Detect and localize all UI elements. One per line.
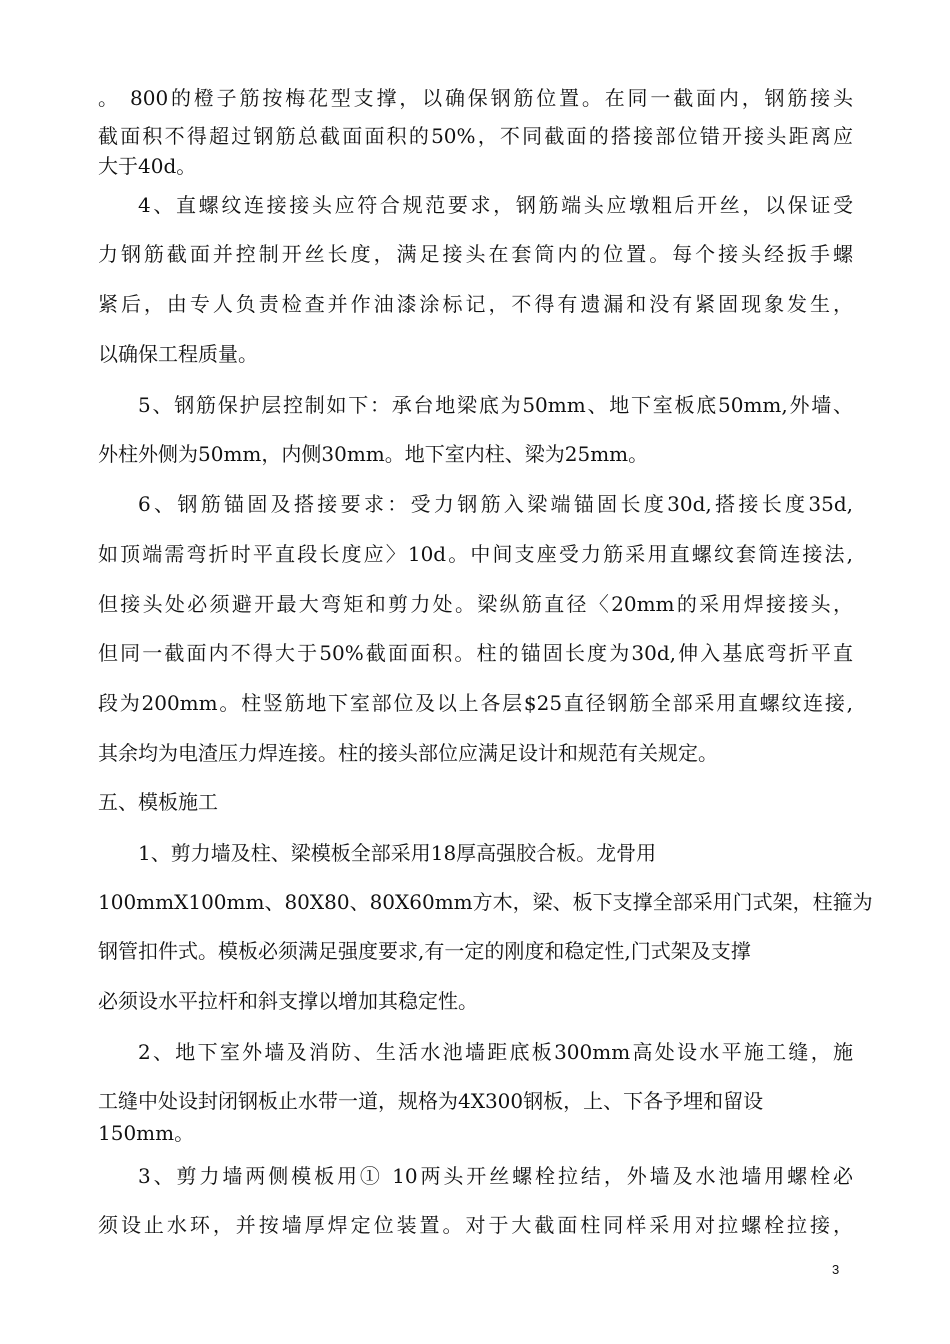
text-line: 大于40d。 xyxy=(98,154,197,178)
text-line: 截面积不得超过钢筋总截面面积的50%，不同截面的搭接部位错开接头距离应 xyxy=(98,124,853,148)
text-line: 100mmX100mm、80X80、80X60mm方木，梁、板下支撑全部采用门式架，柱箍为 xyxy=(98,890,873,914)
text-line: 外柱外侧为50mm，内侧30mm。地下室内柱、梁为25mm。 xyxy=(98,442,649,466)
paragraph-start-line: 6、钢筋锚固及搭接要求：受力钢筋入梁端锚固长度30d,搭接长度35d, xyxy=(138,492,853,516)
text-line: 紧后，由专人负责检查并作油漆涂标记，不得有遗漏和没有紧固现象发生， xyxy=(98,292,853,316)
text-line: 力钢筋截面并控制开丝长度，满足接头在套筒内的位置。每个接头经扳手螺 xyxy=(98,242,853,266)
text-line: 但接头处必须避开最大弯矩和剪力处。梁纵筋直径〈20mm的采用焊接接头， xyxy=(98,592,853,616)
section-heading: 五、模板施工 xyxy=(98,790,218,814)
text-line: 工缝中处设封闭钢板止水带一道，规格为4X300钢板，上、下各予埋和留设 xyxy=(98,1089,764,1113)
paragraph-start-line: 1、剪力墙及柱、梁模板全部采用18厚高强胶合板。龙骨用 xyxy=(138,841,657,865)
page-number: 3 xyxy=(832,1262,840,1277)
paragraph-start-line: 5、钢筋保护层控制如下：承台地梁底为50mm、地下室板底50mm,外墙、 xyxy=(138,393,853,417)
text-line: 。 800的橙子筋按梅花型支撑，以确保钢筋位置。在同一截面内，钢筋接头 xyxy=(98,86,853,110)
text-line: 段为200mm。柱竖筋地下室部位及以上各层$25直径钢筋全部采用直螺纹连接, xyxy=(98,691,853,715)
text-line: 必须设水平拉杆和斜支撑以增加其稳定性。 xyxy=(98,989,478,1013)
paragraph-start-line: 4、直螺纹连接接头应符合规范要求，钢筋端头应墩粗后开丝，以保证受 xyxy=(138,193,853,217)
text-line: 如顶端需弯折时平直段长度应〉10d。中间支座受力筋采用直螺纹套筒连接法, xyxy=(98,542,853,566)
text-line: 但同一截面内不得大于50%截面面积。柱的锚固长度为30d,伸入基底弯折平直 xyxy=(98,641,853,665)
paragraph-start-line: 2、地下室外墙及消防、生活水池墙距底板300mm高处设水平施工缝，施 xyxy=(138,1040,853,1064)
text-line: 以确保工程质量。 xyxy=(98,342,258,366)
paragraph-start-line: 3、剪力墙两侧模板用① 10两头开丝螺栓拉结，外墙及水池墙用螺栓必 xyxy=(138,1164,853,1188)
text-line: 其余均为电渣压力焊连接。柱的接头部位应满足设计和规范有关规定。 xyxy=(98,741,718,765)
text-line: 钢管扣件式。模板必须满足强度要求,有一定的刚度和稳定性,门式架及支撑 xyxy=(98,939,751,963)
text-line: 150mm。 xyxy=(98,1121,195,1145)
text-line: 须设止水环，并按墙厚焊定位装置。对于大截面柱同样采用对拉螺栓拉接， xyxy=(98,1213,853,1237)
